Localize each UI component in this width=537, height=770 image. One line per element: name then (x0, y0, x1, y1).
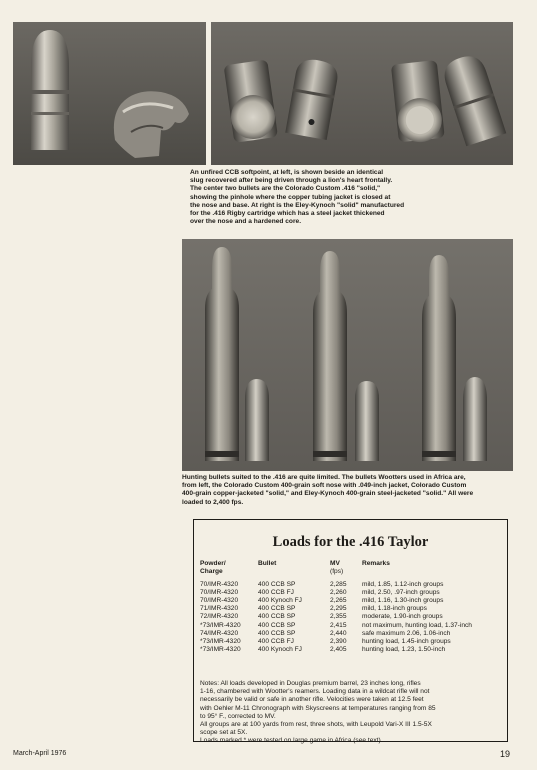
cell-mv: 2,390 (330, 637, 347, 645)
cell-remarks: mild, 1.85, 1.12-inch groups (362, 581, 444, 588)
cell-charge: 71/IMR-4320 (200, 605, 239, 613)
cell-bullet: 400 CCB FJ (258, 589, 294, 597)
caption-top-line: The center two bullets are the Colorado Custom .416 "solid," (190, 185, 381, 193)
caption-top-line: the nose and base. At right is the Eley-Kynoch "solid" manufactured (190, 201, 405, 209)
note-line: Loads marked * were tested on large game in Africa (see text). (200, 737, 383, 745)
cell-bullet: 400 CCB FJ (258, 637, 294, 645)
cell-bullet: 400 CCB SP (258, 581, 296, 588)
cell-remarks: moderate, 1.90-inch groups (362, 613, 443, 621)
cell-charge: *73/IMR-4320 (200, 637, 241, 645)
note-line: All groups are at 100 yards from rest, three shots, with Leupold Vari-X III 1.5-5X (200, 721, 432, 729)
loads-table-notes (200, 680, 500, 746)
cell-remarks: mild, 1.16, 1.30-inch groups (362, 597, 444, 605)
loads-table-box (193, 519, 508, 745)
caption-middle (182, 474, 513, 507)
loads-table-title: Loads for the .416 Taylor (272, 534, 429, 550)
note-line: scope set at 5X. (200, 729, 248, 737)
header-charge: Charge (200, 568, 223, 575)
cell-remarks: mild, 1.18-inch groups (362, 605, 427, 613)
note-line: to 95° F., corrected to MV. (200, 712, 276, 720)
caption-top-line: over the nose and a hardened core. (190, 218, 302, 226)
note-line: with Oehler M-11 Chronograph with Skyscreens at temperatures ranging from 85 (200, 704, 436, 712)
cell-bullet: 400 CCB SP (258, 613, 296, 621)
caption-top-line: for the .416 Rigby cartridge which has a steel jacket thickened (190, 210, 385, 218)
photo-bullet-bases-and-noses (211, 22, 513, 165)
cell-charge: 70/IMR-4320 (200, 597, 239, 605)
cell-charge: 70/IMR-4320 (200, 581, 239, 588)
cell-remarks: not maximum, hunting load, 1.37-inch (362, 621, 472, 629)
cell-mv: 2,355 (330, 613, 347, 621)
caption-top (190, 169, 512, 226)
note-line: Notes: All loads developed in Douglas premium barrel, 23 inches long, rifles (200, 680, 421, 687)
cell-bullet: 400 CCB SP (258, 621, 296, 629)
cell-remarks: hunting load, 1.45-inch groups (362, 637, 451, 645)
footer-issue-date: March-April 1976 (13, 750, 67, 757)
caption-middle-line: loaded to 2,400 fps. (182, 498, 244, 506)
cell-mv: 2,260 (330, 589, 347, 597)
cell-mv: 2,405 (330, 645, 347, 653)
caption-top-line: An unfired CCB softpoint, at left, is shown beside an identical (190, 169, 384, 176)
cell-mv: 2,265 (330, 597, 347, 605)
cell-charge: *73/IMR-4320 (200, 645, 241, 653)
caption-top-line: showing the pinhole where the copper tubing jacket is closed at (190, 193, 391, 201)
cell-remarks: mild, 2.50, .97-inch groups (362, 589, 440, 597)
note-line: 1-16, chambered with Wootter's reamers. Loading data in a wildcat rifle will not (200, 688, 430, 696)
caption-middle-line: 400-grain copper-jacketed "solid," and Eley-Kynoch 400-grain steel-jacketed "solid." All were (182, 490, 474, 498)
cell-mv: 2,440 (330, 629, 347, 637)
cell-mv: 2,285 (330, 581, 347, 588)
cell-remarks: hunting load, 1.23, 1.50-inch (362, 645, 446, 653)
header-bullet: Bullet (258, 560, 277, 567)
cell-bullet: 400 Kynoch FJ (258, 645, 302, 653)
header-remarks: Remarks (362, 560, 390, 567)
cell-mv: 2,415 (330, 621, 347, 629)
caption-middle-line: from left, the Colorado Custom 400-grain soft nose with .049-inch jacket, Colorado Custom (182, 482, 467, 490)
header-powder: Powder/ (200, 560, 226, 567)
header-mv-unit: (fps) (330, 568, 344, 575)
cell-charge: 72/IMR-4320 (200, 613, 239, 621)
cell-charge: 70/IMR-4320 (200, 589, 239, 597)
cell-charge: 74/IMR-4320 (200, 629, 239, 637)
caption-top-line: slug recovered after being driven through a lion's heart frontally. (190, 177, 393, 185)
table-body (200, 581, 505, 661)
note-line: necessarily be valid or safe in another rifle. Velocities were taken at 12.5 feet (200, 696, 424, 704)
cell-bullet: 400 CCB SP (258, 605, 296, 613)
photo-softpoint-and-recovered-slug (13, 22, 206, 165)
page-number: 19 (500, 749, 511, 759)
cell-charge: *73/IMR-4320 (200, 621, 241, 629)
header-mv: MV (330, 560, 340, 567)
caption-middle-line: Hunting bullets suited to the .416 are quite limited. The bullets Wootters used in Africa are, (182, 474, 466, 481)
cell-bullet: 400 Kynoch FJ (258, 597, 302, 605)
cell-remarks: safe maximum 2.06, 1.06-inch (362, 629, 451, 637)
photo-cartridges-and-bullets (182, 239, 513, 471)
cell-bullet: 400 CCB SP (258, 629, 296, 637)
cell-mv: 2,295 (330, 605, 347, 613)
